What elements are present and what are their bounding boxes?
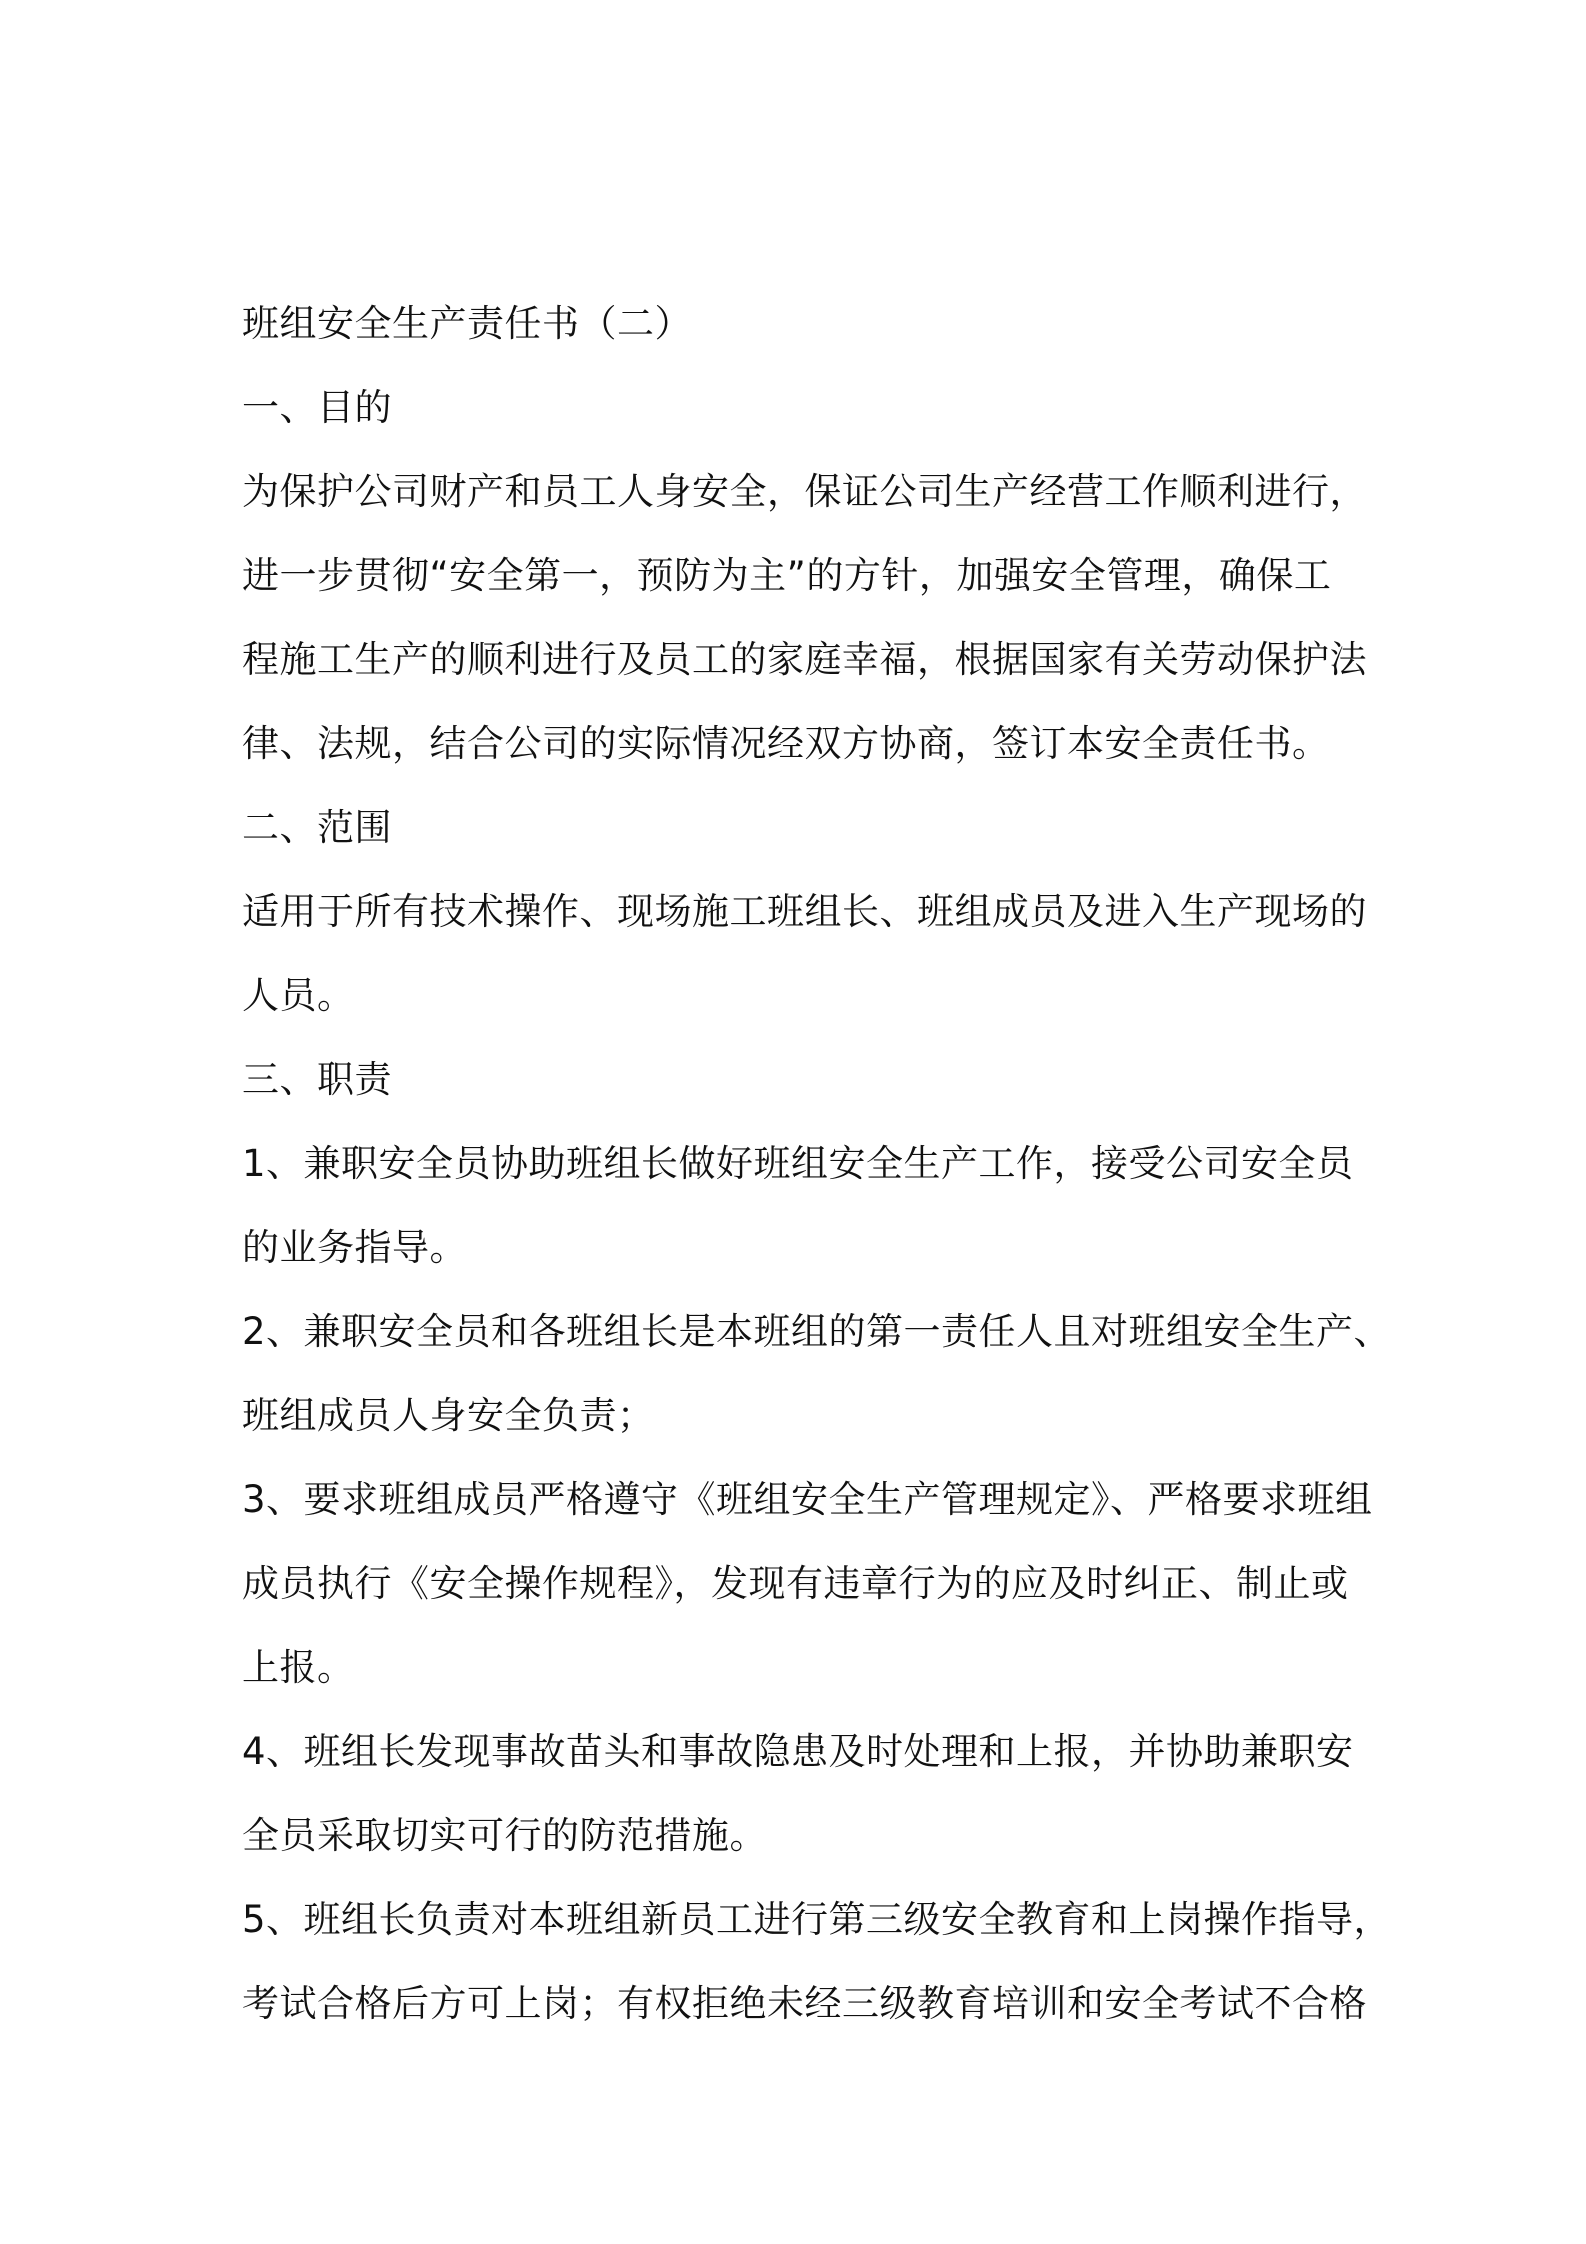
- paragraph-line: 律、法规，结合公司的实际情况经双方协商，签订本安全责任书。: [242, 722, 1330, 765]
- list-item-line: 1、兼职安全员协助班组长做好班组安全生产工作，接受公司安全员: [242, 1142, 1354, 1185]
- list-item-line: 5、班组长负责对本班组新员工进行第三级安全教育和上岗操作指导，: [242, 1898, 1392, 1941]
- document-title: 班组安全生产责任书（二）: [242, 302, 692, 345]
- list-item-line: 班组成员人身安全负责；: [242, 1394, 655, 1437]
- list-item-line: 3、要求班组成员严格遵守《班组安全生产管理规定》、严格要求班组: [242, 1478, 1373, 1521]
- list-item-line: 成员执行《安全操作规程》，发现有违章行为的应及时纠正、制止或: [242, 1562, 1349, 1605]
- list-item-line: 2、兼职安全员和各班组长是本班组的第一责任人且对班组安全生产、: [242, 1310, 1392, 1353]
- paragraph-line: 人员。: [242, 974, 355, 1017]
- section-heading-purpose: 一、目的: [242, 386, 392, 429]
- paragraph-line: 程施工生产的顺利进行及员工的家庭幸福，根据国家有关劳动保护法: [242, 638, 1367, 681]
- list-item-line: 的业务指导。: [242, 1226, 467, 1269]
- paragraph-line: 进一步贯彻“安全第一，预防为主”的方针，加强安全管理，确保工: [242, 554, 1332, 597]
- list-item-line: 上报。: [242, 1646, 355, 1689]
- paragraph-line: 为保护公司财产和员工人身安全，保证公司生产经营工作顺利进行，: [242, 470, 1367, 513]
- list-item-line: 4、班组长发现事故苗头和事故隐患及时处理和上报，并协助兼职安: [242, 1730, 1354, 1773]
- list-item-line: 考试合格后方可上岗；有权拒绝未经三级教育培训和安全考试不合格: [242, 1982, 1367, 2025]
- paragraph-line: 适用于所有技术操作、现场施工班组长、班组成员及进入生产现场的: [242, 890, 1367, 933]
- section-heading-duties: 三、职责: [242, 1058, 392, 1101]
- document-body: [242, 282, 1392, 2046]
- list-item-line: 全员采取切实可行的防范措施。: [242, 1814, 767, 1857]
- section-heading-scope: 二、范围: [242, 806, 392, 849]
